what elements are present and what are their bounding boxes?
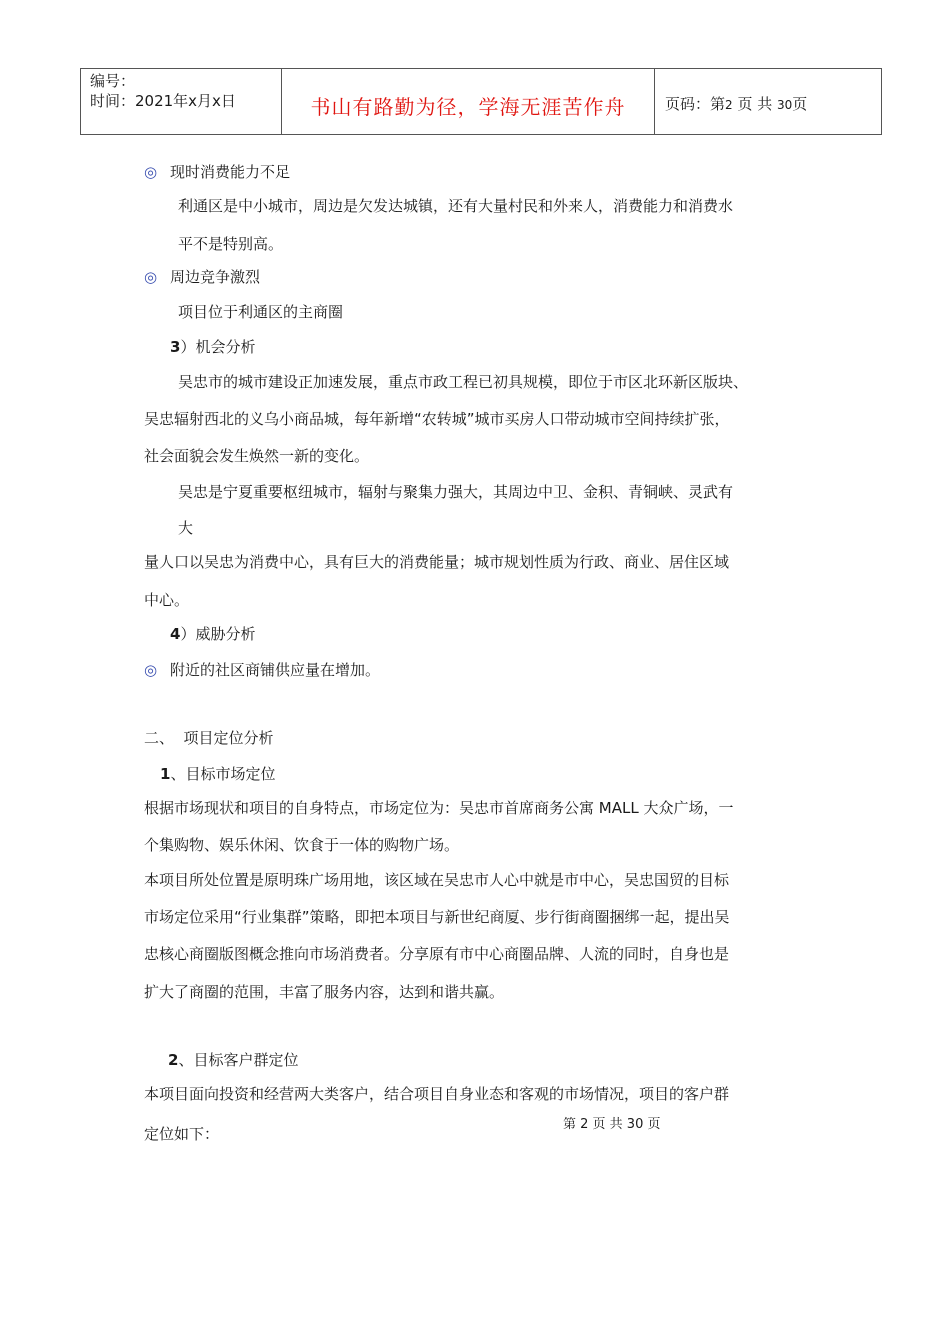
subheading-threat	[170, 623, 255, 644]
paragraph-line: 本项目面向投资和经营两大类客户，结合项目自身业态和客观的市场情况，项目的客户群	[144, 1085, 730, 1103]
paragraph-line: 扩大了商圈的范围，丰富了服务内容，达到和谐共赢。	[144, 983, 505, 1001]
bullet-text: 现时消费能力不足	[170, 163, 291, 181]
paragraph-line: 吴忠辐射西北的义乌小商品城，每年新增“农转城”城市买房人口带动城市空间持续扩张，	[144, 410, 730, 428]
page-mid: 页 共	[737, 95, 773, 113]
paragraph-line: 平不是特别高。	[178, 235, 284, 253]
paragraph-line: 市场定位采用“行业集群”策略，即把本项目与新世纪商厦、步行街商圈捆绑一起，提出吴	[144, 908, 730, 926]
header-table	[80, 68, 882, 135]
doc-date-label: 时间：2021年x月x日	[90, 92, 236, 110]
subheading-number: 2	[168, 1051, 179, 1069]
paragraph-line: 项目位于利通区的主商圈	[178, 303, 344, 321]
subheading-number: 4	[170, 625, 181, 643]
header-motto: 书山有路勤为径，学海无涯苦作舟	[282, 69, 655, 135]
paragraph-line: 本项目所处位置是原明珠广场用地，该区域在吴忠市人心中就是市中心，吴忠国贸的目标	[144, 871, 730, 889]
page-number: 2	[725, 98, 733, 112]
bullet-icon: ◎	[144, 661, 158, 679]
paragraph-line: 定位如下：	[144, 1125, 220, 1143]
paragraph-line: 利通区是中小城市，周边是欠发达城镇，还有大量村民和外来人，消费能力和消费水	[178, 197, 734, 215]
page-total: 30	[777, 98, 793, 112]
doc-number-label: 编号：	[90, 72, 136, 90]
subheading-number: 3	[170, 338, 181, 356]
paragraph-line: 根据市场现状和项目的自身特点，市场定位为：吴忠市首席商务公寓 MALL 大众广场，一	[144, 799, 734, 817]
subheading-target-customers	[168, 1049, 298, 1070]
bullet-item	[144, 161, 290, 182]
subheading-text: ）威胁分析	[180, 625, 256, 643]
bullet-item	[144, 659, 380, 680]
header-page-info	[655, 69, 882, 135]
header-meta-cell	[81, 69, 282, 135]
subheading-target-market	[160, 763, 275, 784]
subheading-opportunity	[170, 336, 255, 357]
paragraph-line: 中心。	[144, 591, 190, 609]
section-heading: 二、 项目定位分析	[144, 729, 274, 747]
bullet-text: 周边竞争激烈	[170, 268, 261, 286]
subheading-number: 1	[160, 765, 171, 783]
paragraph-line: 吴忠是宁夏重要枢纽城市，辐射与聚集力强大，其周边中卫、金积、青铜峡、灵武有	[178, 483, 734, 501]
subheading-text: ）机会分析	[180, 338, 256, 356]
paragraph-line: 个集购物、娱乐休闲、饮食于一体的购物广场。	[144, 836, 460, 854]
paragraph-line: 吴忠市的城市建设正加速发展，重点市政工程已初具规模，即位于市区北环新区版块、	[178, 373, 749, 391]
subheading-text: 、目标客户群定位	[178, 1051, 299, 1069]
page-footer: 第 2 页 共 30 页	[563, 1117, 661, 1132]
paragraph-line: 大	[178, 519, 194, 537]
paragraph-line: 忠核心商圈版图概念推向市场消费者。分享原有市中心商圈品牌、人流的同时，自身也是	[144, 945, 730, 963]
bullet-text: 附近的社区商铺供应量在增加。	[170, 661, 381, 679]
page-suffix: 页	[792, 95, 808, 113]
bullet-icon: ◎	[144, 268, 158, 286]
bullet-item	[144, 266, 260, 287]
bullet-icon: ◎	[144, 163, 158, 181]
paragraph-line: 量人口以吴忠为消费中心，具有巨大的消费能量；城市规划性质为行政、商业、居住区域	[144, 553, 730, 571]
page-prefix: 页码：第	[665, 95, 726, 113]
subheading-text: 、目标市场定位	[170, 765, 276, 783]
paragraph-line: 社会面貌会发生焕然一新的变化。	[144, 447, 370, 465]
